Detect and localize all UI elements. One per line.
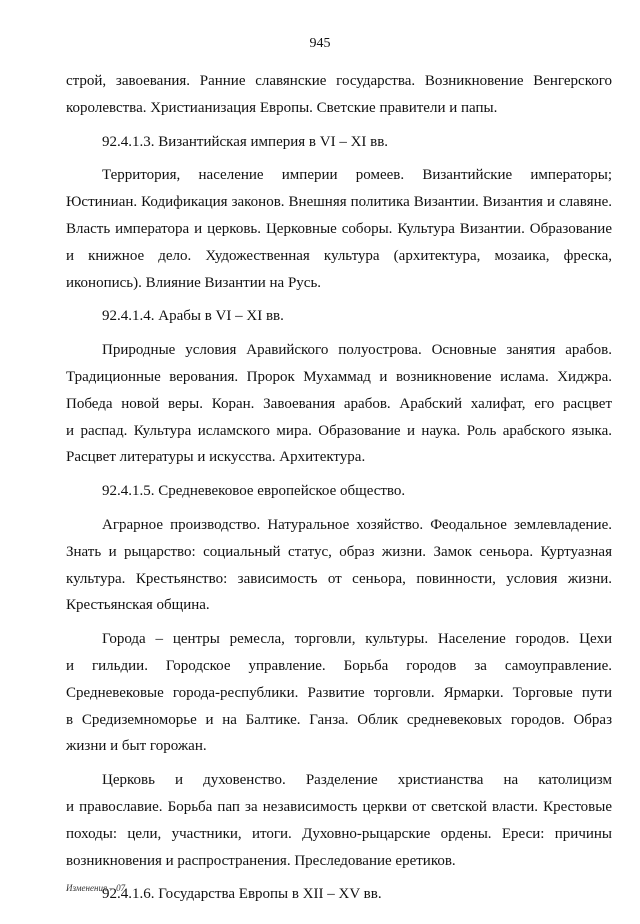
text-line: возникновения и распространения. Преследование еретиков. (66, 852, 456, 869)
text-line: Аграрное производство. Натуральное хозяйство. Феодальное землевладение. (102, 516, 612, 533)
text-line: Победа новой веры. Коран. Завоевания арабов. Арабский халифат, его расцвет (66, 395, 612, 412)
text-line: походы: цели, участники, итоги. Духовно-рыцарские ордены. Ереси: причины (66, 825, 612, 842)
paragraph (66, 337, 612, 471)
text-line: жизни и быт горожан. (66, 738, 207, 755)
document-body (66, 68, 612, 915)
text-line: Средневековые города-республики. Развитие торговли. Ярмарки. Торговые пути (66, 684, 612, 701)
paragraph (66, 162, 612, 296)
footer-note: Изменения – 07 (66, 883, 126, 893)
text-line: Традиционные верования. Пророк Мухаммад и возникновение ислама. Хиджра. (66, 368, 612, 385)
page-number: 945 (309, 36, 331, 51)
text-line: Юстиниан. Кодификация законов. Внешняя политика Византии. Византия и славяне. (66, 194, 612, 211)
text-line: и распад. Культура исламского мира. Образование и наука. Роль арабского языка. (66, 422, 612, 439)
paragraph (66, 881, 612, 908)
text-line: Власть императора и церковь. Церковные соборы. Культура Византии. Образование (66, 220, 612, 237)
text-line: Территория, население империи ромеев. Византийские императоры; (102, 167, 612, 184)
text-line: 92.4.1.3. Византийская империя в VI – XI вв. (102, 133, 389, 150)
paragraph (66, 626, 612, 760)
text-line: Знать и рыцарство: социальный статус, образ жизни. Замок сеньора. Куртуазная (66, 543, 612, 560)
text-line: культура. Крестьянство: зависимость от сеньора, повинности, условия жизни. (66, 570, 612, 587)
text-line: Города – центры ремесла, торговли, культуры. Население городов. Цехи (102, 631, 612, 648)
text-line: королевства. Христианизация Европы. Светские правители и папы. (66, 99, 498, 116)
text-line: строй, завоевания. Ранние славянские государства. Возникновение Венгерского (66, 73, 612, 89)
paragraph (66, 512, 612, 619)
text-line: и книжное дело. Художественная культура (архитектура, мозаика, фреска, (66, 247, 612, 264)
text-line: и православие. Борьба пап за независимость церкви от светской власти. Крестовые (66, 798, 612, 815)
text-line: Расцвет литературы и искусства. Архитектура. (66, 449, 366, 466)
paragraph (66, 68, 612, 122)
paragraph (66, 303, 612, 330)
text-line: 92.4.1.6. Государства Европы в XII – XV вв. (102, 886, 382, 903)
text-line: Крестьянская община. (66, 597, 210, 614)
text-line: иконопись). Влияние Византии на Русь. (66, 274, 322, 291)
text-line: 92.4.1.5. Средневековое европейское общество. (102, 483, 406, 500)
text-line: и гильдии. Городское управление. Борьба городов за самоуправление. (66, 657, 612, 674)
paragraph (66, 767, 612, 874)
text-line: 92.4.1.4. Арабы в VI – XI вв. (102, 308, 284, 325)
paragraph (66, 129, 612, 156)
text-line: Церковь и духовенство. Разделение христианства на католицизм (102, 772, 612, 789)
text-line: Природные условия Аравийского полуострова. Основные занятия арабов. (102, 342, 612, 359)
text-line: в Средиземноморье и на Балтике. Ганза. Облик средневековых городов. Образ (66, 711, 612, 728)
paragraph (66, 478, 612, 505)
